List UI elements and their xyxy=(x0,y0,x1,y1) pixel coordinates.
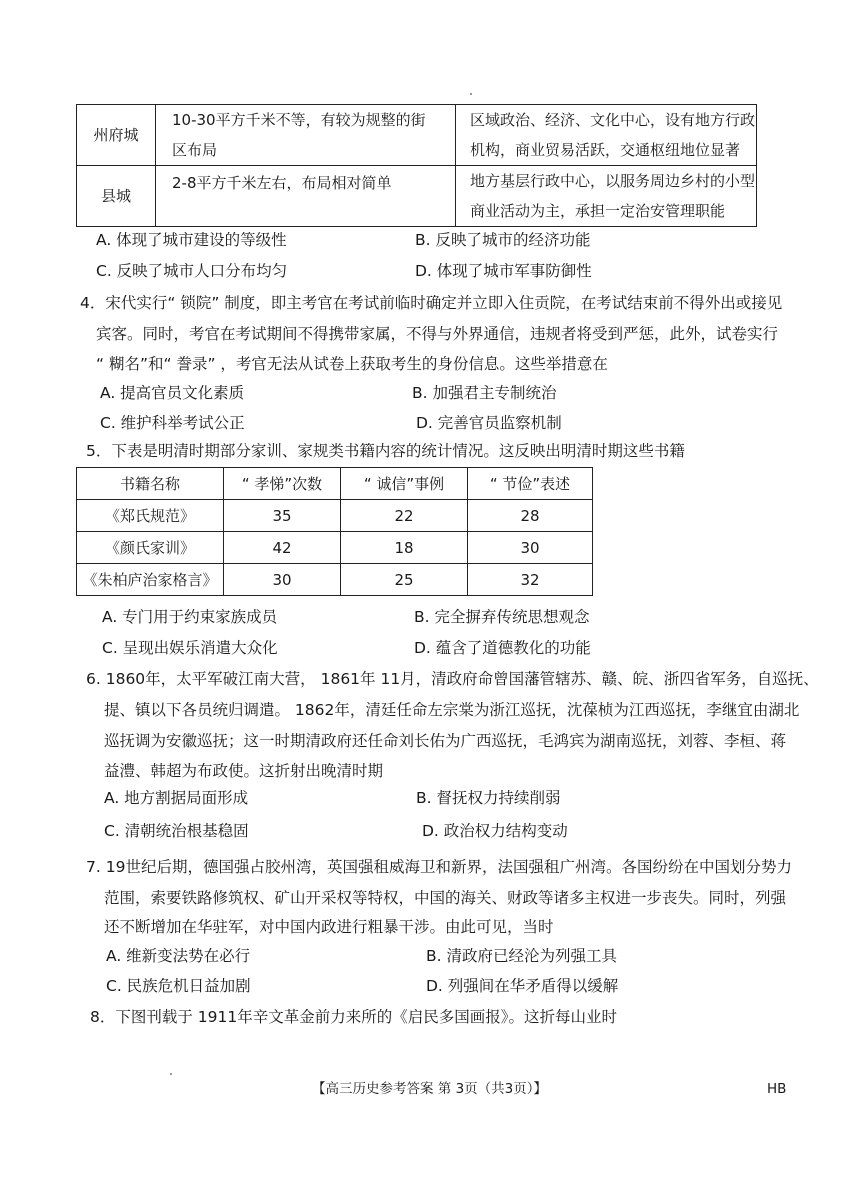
q6-stem-line: 提、镇以下各员统归调遣。 1862年，清廷任命左宗棠为浙江巡抚，沈葆桢为江西巡抚，李继宜由湖北 xyxy=(104,701,800,719)
q7-option-a: A. 维新变法势在必行 xyxy=(106,947,251,965)
q6-option-d: D. 政治权力结构变动 xyxy=(422,822,568,840)
q7-stem-line: 范围，索要铁路修筑权、矿山开采权等特权，中国的海关、财政等诸多主权进一步丧失。同时，列强 xyxy=(104,889,787,907)
city-function-cell: 地方基层行政中心，以服务周边乡村的小型 商业活动为主，承担一定治安管理职能 xyxy=(456,166,757,227)
value-cell: 22 xyxy=(341,500,468,532)
q5-stem: 5．下表是明清时期部分家训、家规类书籍内容的统计情况。这反映出明清时期这些书籍 xyxy=(86,442,685,460)
table-row xyxy=(77,564,593,596)
q3-option-d: D. 体现了城市军事防御性 xyxy=(415,262,592,280)
q7-stem-line: 7. 19世纪后期，德国强占胶州湾，英国强租威海卫和新界，法国强租广州湾。各国纷纷在中国划分势力 xyxy=(86,858,792,876)
table-row xyxy=(77,500,593,532)
q6-option-c: C. 清朝统治根基稳固 xyxy=(104,822,249,840)
q4-option-d: D. 完善官员监察机制 xyxy=(416,414,562,432)
q5-option-c: C. 呈现出娱乐消遣大众化 xyxy=(102,639,278,657)
column-header: 书籍名称 xyxy=(77,468,224,500)
book-name-cell: 《颜氏家训》 xyxy=(77,532,224,564)
city-size-cell: 2-8平方千米左右，布局相对简单 xyxy=(156,166,456,227)
book-name-cell: 《郑氏规范》 xyxy=(77,500,224,532)
q7-option-b: B. 清政府已经沦为列强工具 xyxy=(426,947,617,965)
column-header: “ 节俭”表述 xyxy=(468,468,593,500)
q4-option-a: A. 提高官员文化素质 xyxy=(100,384,245,402)
q3-option-b: B. 反映了城市的经济功能 xyxy=(415,231,591,249)
q8-stem: 8．下图刊载于 1911年辛文革金前力来所的《启民多国画报》。这折每山业时 xyxy=(90,1008,617,1026)
q4-stem-line: “ 糊名”和“ 誊录” ，考官无法从试卷上获取考生的身份信息。这些举措意在 xyxy=(96,355,608,373)
q4-stem-line: 宾客。同时，考官在考试期间不得携带家属，不得与外界通信，违规者将受到严惩，此外，试卷实行 xyxy=(96,325,779,343)
q6-stem-line: 益澧、韩超为布政使。这折射出晚清时期 xyxy=(104,762,384,780)
city-function-cell: 区域政治、经济、文化中心，设有地方行政 机构，商业贸易活跃，交通枢纽地位显著 xyxy=(456,105,757,166)
q7-option-d: D. 列强间在华矛盾得以缓解 xyxy=(426,977,619,995)
scan-dot xyxy=(170,1073,172,1075)
value-cell: 30 xyxy=(468,532,593,564)
city-size-cell: 10-30平方千米不等，有较为规整的街 区布局 xyxy=(156,105,456,166)
city-type-cell: 县城 xyxy=(77,166,156,227)
q4-stem-line: 4．宋代实行“ 锁院” 制度，即主考官在考试前临时确定并立即入住贡院，在考试结束前不得外出或接见 xyxy=(80,294,783,312)
q6-option-b: B. 督抚权力持续削弱 xyxy=(416,789,561,807)
q6-stem-line: 6. 1860年，太平军破江南大营， 1861年 11月，清政府命曾国藩管辖苏、赣、皖、浙四省军务，自巡抚、 xyxy=(86,670,819,688)
q4-option-b: B. 加强君主专制统治 xyxy=(412,384,557,402)
q6-stem-line: 巡抚调为安徽巡抚；这一时期清政府还任命刘长佑为广西巡抚，毛鸿宾为湖南巡抚，刘蓉、李桓、蒋 xyxy=(104,732,787,750)
value-cell: 30 xyxy=(224,564,341,596)
footer-code: HB xyxy=(767,1081,787,1097)
q7-option-c: C. 民族危机日益加剧 xyxy=(106,977,251,995)
value-cell: 18 xyxy=(341,532,468,564)
family-books-table xyxy=(76,467,593,596)
q5-option-b: B. 完全摒弃传统思想观念 xyxy=(414,608,590,626)
table-row xyxy=(77,532,593,564)
q3-option-a: A. 体现了城市建设的等级性 xyxy=(96,231,287,249)
page-footer: 【高三历史参考答案 第 3页（共3页）】 xyxy=(312,1081,548,1097)
city-type-cell: 州府城 xyxy=(77,105,156,166)
value-cell: 35 xyxy=(224,500,341,532)
table-row xyxy=(77,166,757,227)
q5-option-a: A. 专门用于约束家族成员 xyxy=(102,608,278,626)
value-cell: 32 xyxy=(468,564,593,596)
column-header: “ 诚信”事例 xyxy=(341,468,468,500)
city-comparison-table xyxy=(76,104,757,227)
q7-stem-line: 还不断增加在华驻军，对中国内政进行粗暴干涉。由此可见，当时 xyxy=(104,918,554,936)
value-cell: 42 xyxy=(224,532,341,564)
scan-dot xyxy=(470,93,472,95)
q6-option-a: A. 地方割据局面形成 xyxy=(104,789,249,807)
table-header-row xyxy=(77,468,593,500)
q5-option-d: D. 蕴含了道德教化的功能 xyxy=(414,639,591,657)
value-cell: 28 xyxy=(468,500,593,532)
q3-option-c: C. 反映了城市人口分布均匀 xyxy=(96,262,288,280)
book-name-cell: 《朱柏庐治家格言》 xyxy=(77,564,224,596)
q4-option-c: C. 维护科举考试公正 xyxy=(100,414,245,432)
table-row xyxy=(77,105,757,166)
column-header: “ 孝悌”次数 xyxy=(224,468,341,500)
value-cell: 25 xyxy=(341,564,468,596)
